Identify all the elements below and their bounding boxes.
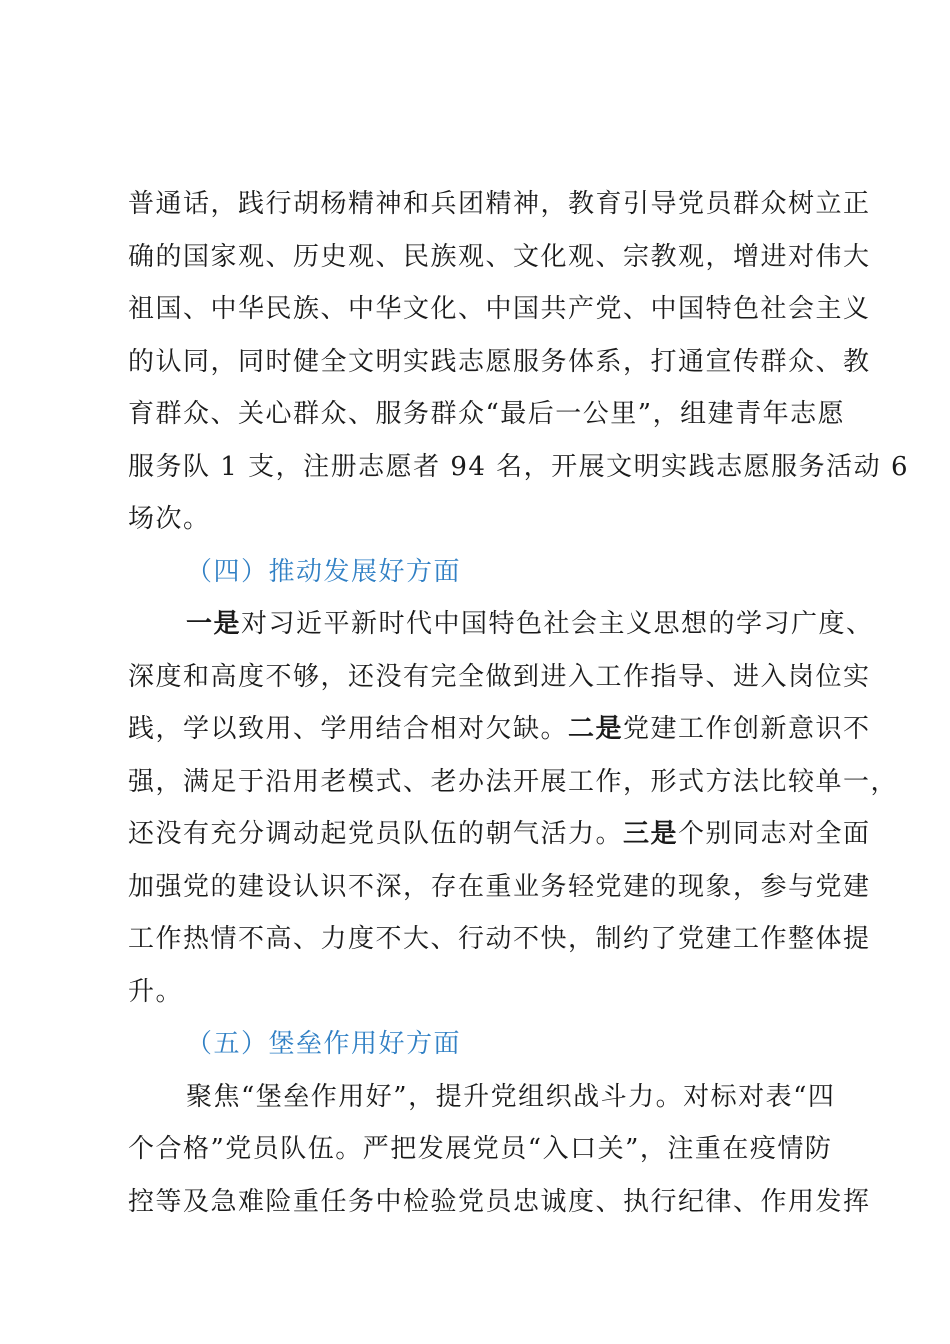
text-line: 工作热情不高、力度不大、行动不快，制约了党建工作整体提 [128,924,871,954]
text-line: 聚焦“堡垒作用好”，提升党组织战斗力。对标对表“四 [186,1081,836,1112]
text-line [128,808,871,861]
text-line: 普通话，践行胡杨精神和兵团精神，教育引导党员群众树立正 [128,189,871,219]
emphasis-label: 三是 [623,819,679,849]
text-line: 的认同，同时健全文明实践志愿服务体系，打通宣传群众、教 [128,346,871,377]
text-run: 党建工作创新意识不 [623,714,871,744]
emphasis-label: 二是 [568,714,624,744]
text-run: 对习近平新时代中国特色社会主义思想的学习广度、 [241,609,874,639]
text-line: 加强党的建设认识不深，存在重业务轻党建的现象，参与党建 [128,871,871,902]
section-heading-4: （四）推动发展好方面 [186,556,462,587]
text-line: 确的国家观、历史观、民族观、文化观、宗教观，增进对伟大 [128,241,871,272]
text-line: 服务队 1 支，注册志愿者 94 名，开展文明实践志愿服务活动 6 [128,451,909,482]
text-line: 升。 [128,976,184,1007]
emphasis-label: 一是 [186,609,242,639]
paragraph-3 [128,1071,871,1229]
text-line: 深度和高度不够，还没有完全做到进入工作指导、进入岗位实 [128,661,871,692]
text-line: 场次。 [128,504,211,534]
text-line: 个合格”党员队伍。严把发展党员“入口关”，注重在疫情防 [128,1134,833,1164]
text-line: 控等及急难险重任务中检验党员忠诚度、执行纪律、作用发挥 [128,1186,871,1217]
text-run: 个别同志对全面 [678,819,871,849]
paragraph-1 [128,178,909,546]
text-line [128,598,874,651]
paragraph-2 [128,598,899,1018]
text-run: 践，学以致用、学用结合相对欠缺。 [128,714,569,744]
text-line [128,703,871,756]
text-line: 强，满足于沿用老模式、老办法开展工作，形式方法比较单一， [128,766,899,797]
text-line: 祖国、中华民族、中华文化、中国共产党、中国特色社会主义 [128,294,871,324]
text-line: 育群众、关心群众、服务群众“最后一公里”，组建青年志愿 [128,399,846,429]
section-heading-5: （五）堡垒作用好方面 [186,1029,462,1059]
text-run: 还没有充分调动起党员队伍的朝气活力。 [128,819,624,849]
